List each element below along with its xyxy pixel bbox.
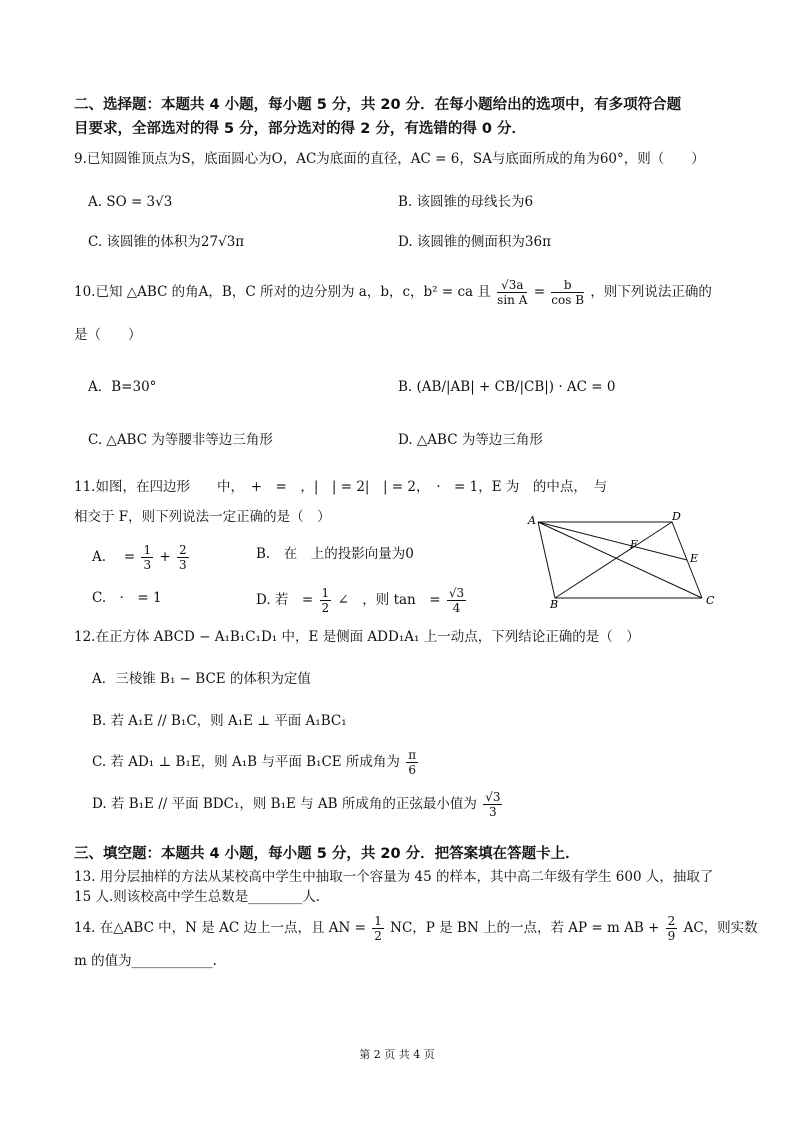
q9-option-b: B. 该圆锥的母线长为6 [398, 194, 534, 210]
q11-stem-line1: 11.如图，在四边形 中， + = ，| | = 2| | = 2， · = 1，E 为 的中点， 与 [74, 479, 608, 495]
q14-line2: m 的值为____________. [74, 953, 217, 969]
q10-stem-line2: 是（ ） [74, 327, 142, 343]
figure-label-c: C [706, 594, 715, 607]
section3-heading: 三、填空题：本题共 4 小题，每小题 5 分，共 20 分．把答案填在答题卡上． [74, 846, 580, 862]
q14-line1: 14. 在△ABC 中，N 是 AC 边上一点，且 AN = $\frac{1}{2}$ NC，P 是 BN 上的一点，若 AP = m AB + $\frac{2}{9}$ AC，则实数 [74, 914, 758, 943]
q10-equals: = [533, 284, 545, 300]
q10-stem-part2: ，则下列说法正确的 [590, 284, 712, 300]
q12-stem: 12.在正方体 ABCD − A₁B₁C₁D₁ 中，E 是侧面 ADD₁A₁ 上一动点，下列结论正确的是（ ） [74, 629, 640, 645]
q13-line1: 13. 用分层抽样的方法从某校高中学生中抽取一个容量为 45 的样本，其中高二年级有学生 600 人，抽取了 [74, 869, 714, 885]
q10-fraction-1: $\frac{√3a}{\text{sin A}}$ [497, 278, 528, 307]
q9-option-a: A. SO = 3√3 [88, 194, 173, 210]
figure-label-f: F [630, 538, 638, 551]
q10-fraction-2: $\frac{b}{\text{cos B}}$ [551, 278, 585, 307]
figure-label-d: D [672, 510, 681, 523]
q10-stem [74, 278, 712, 307]
q11-option-b: B. 在 上的投影向量为0 [256, 546, 414, 562]
q10-option-c: C. △ABC 为等腰非等边三角形 [88, 432, 273, 448]
q12-option-d: D. 若 B₁E // 平面 BDC₁，则 B₁E 与 AB 所成角的正弦最小值为 $\frac{√3}{3}$ [92, 790, 501, 819]
q11-option-c: C. · = 1 [92, 590, 162, 606]
section2-heading-line1: 二、选择题：本题共 4 小题，每小题 5 分，共 20 分．在每小题给出的选项中，有多项符合题 [74, 97, 682, 113]
q11-option-d: D. 若 = $\frac{1}{2}$ ∠ ，则 tan = $\frac{√3}{4}$ [256, 586, 465, 615]
q11-option-a: A. = $\frac{1}{3}$ + $\frac{2}{3}$ [92, 543, 187, 572]
q12-option-a: A．三棱锥 B₁ − BCE 的体积为定值 [92, 671, 311, 687]
q11-stem-line2: 相交于 F，则下列说法一定正确的是（ ） [74, 509, 331, 525]
page-footer: 第 2 页 共 4 页 [359, 1048, 435, 1061]
q9-stem: 9.已知圆锥顶点为S，底面圆心为O，AC为底面的直径，AC = 6，SA与底面所成的角为60°，则（ ） [74, 151, 705, 167]
figure-label-e: E [690, 552, 699, 565]
q11-quadrilateral-figure [520, 510, 720, 610]
q10-stem-part1: 10.已知 △ABC 的角A，B，C 所对的边分别为 a，b，c，b² = ca 且 [74, 284, 491, 300]
figure-label-a: A [528, 514, 536, 527]
q12-option-c: C. 若 AD₁ ⊥ B₁E，则 A₁B 与平面 B₁CE 所成角为 $\frac{\pi}{6}$ [92, 748, 417, 777]
q9-option-d: D. 该圆锥的侧面积为36π [398, 234, 551, 250]
q12-option-b: B. 若 A₁E // B₁C，则 A₁E ⊥ 平面 A₁BC₁ [92, 713, 347, 729]
figure-label-b: B [550, 598, 559, 610]
q10-option-b: B. (AB/|AB| + CB/|CB|) · AC = 0 [398, 379, 616, 395]
q10-option-a: A．B=30° [88, 379, 157, 395]
q13-line2: 15 人.则该校高中学生总数是________人. [74, 889, 321, 905]
section2-heading-line2: 目要求，全部选对的得 5 分，部分选对的得 2 分，有选错的得 0 分． [74, 121, 527, 137]
q9-option-c: C. 该圆锥的体积为27√3π [88, 234, 245, 250]
q10-option-d: D. △ABC 为等边三角形 [398, 432, 543, 448]
